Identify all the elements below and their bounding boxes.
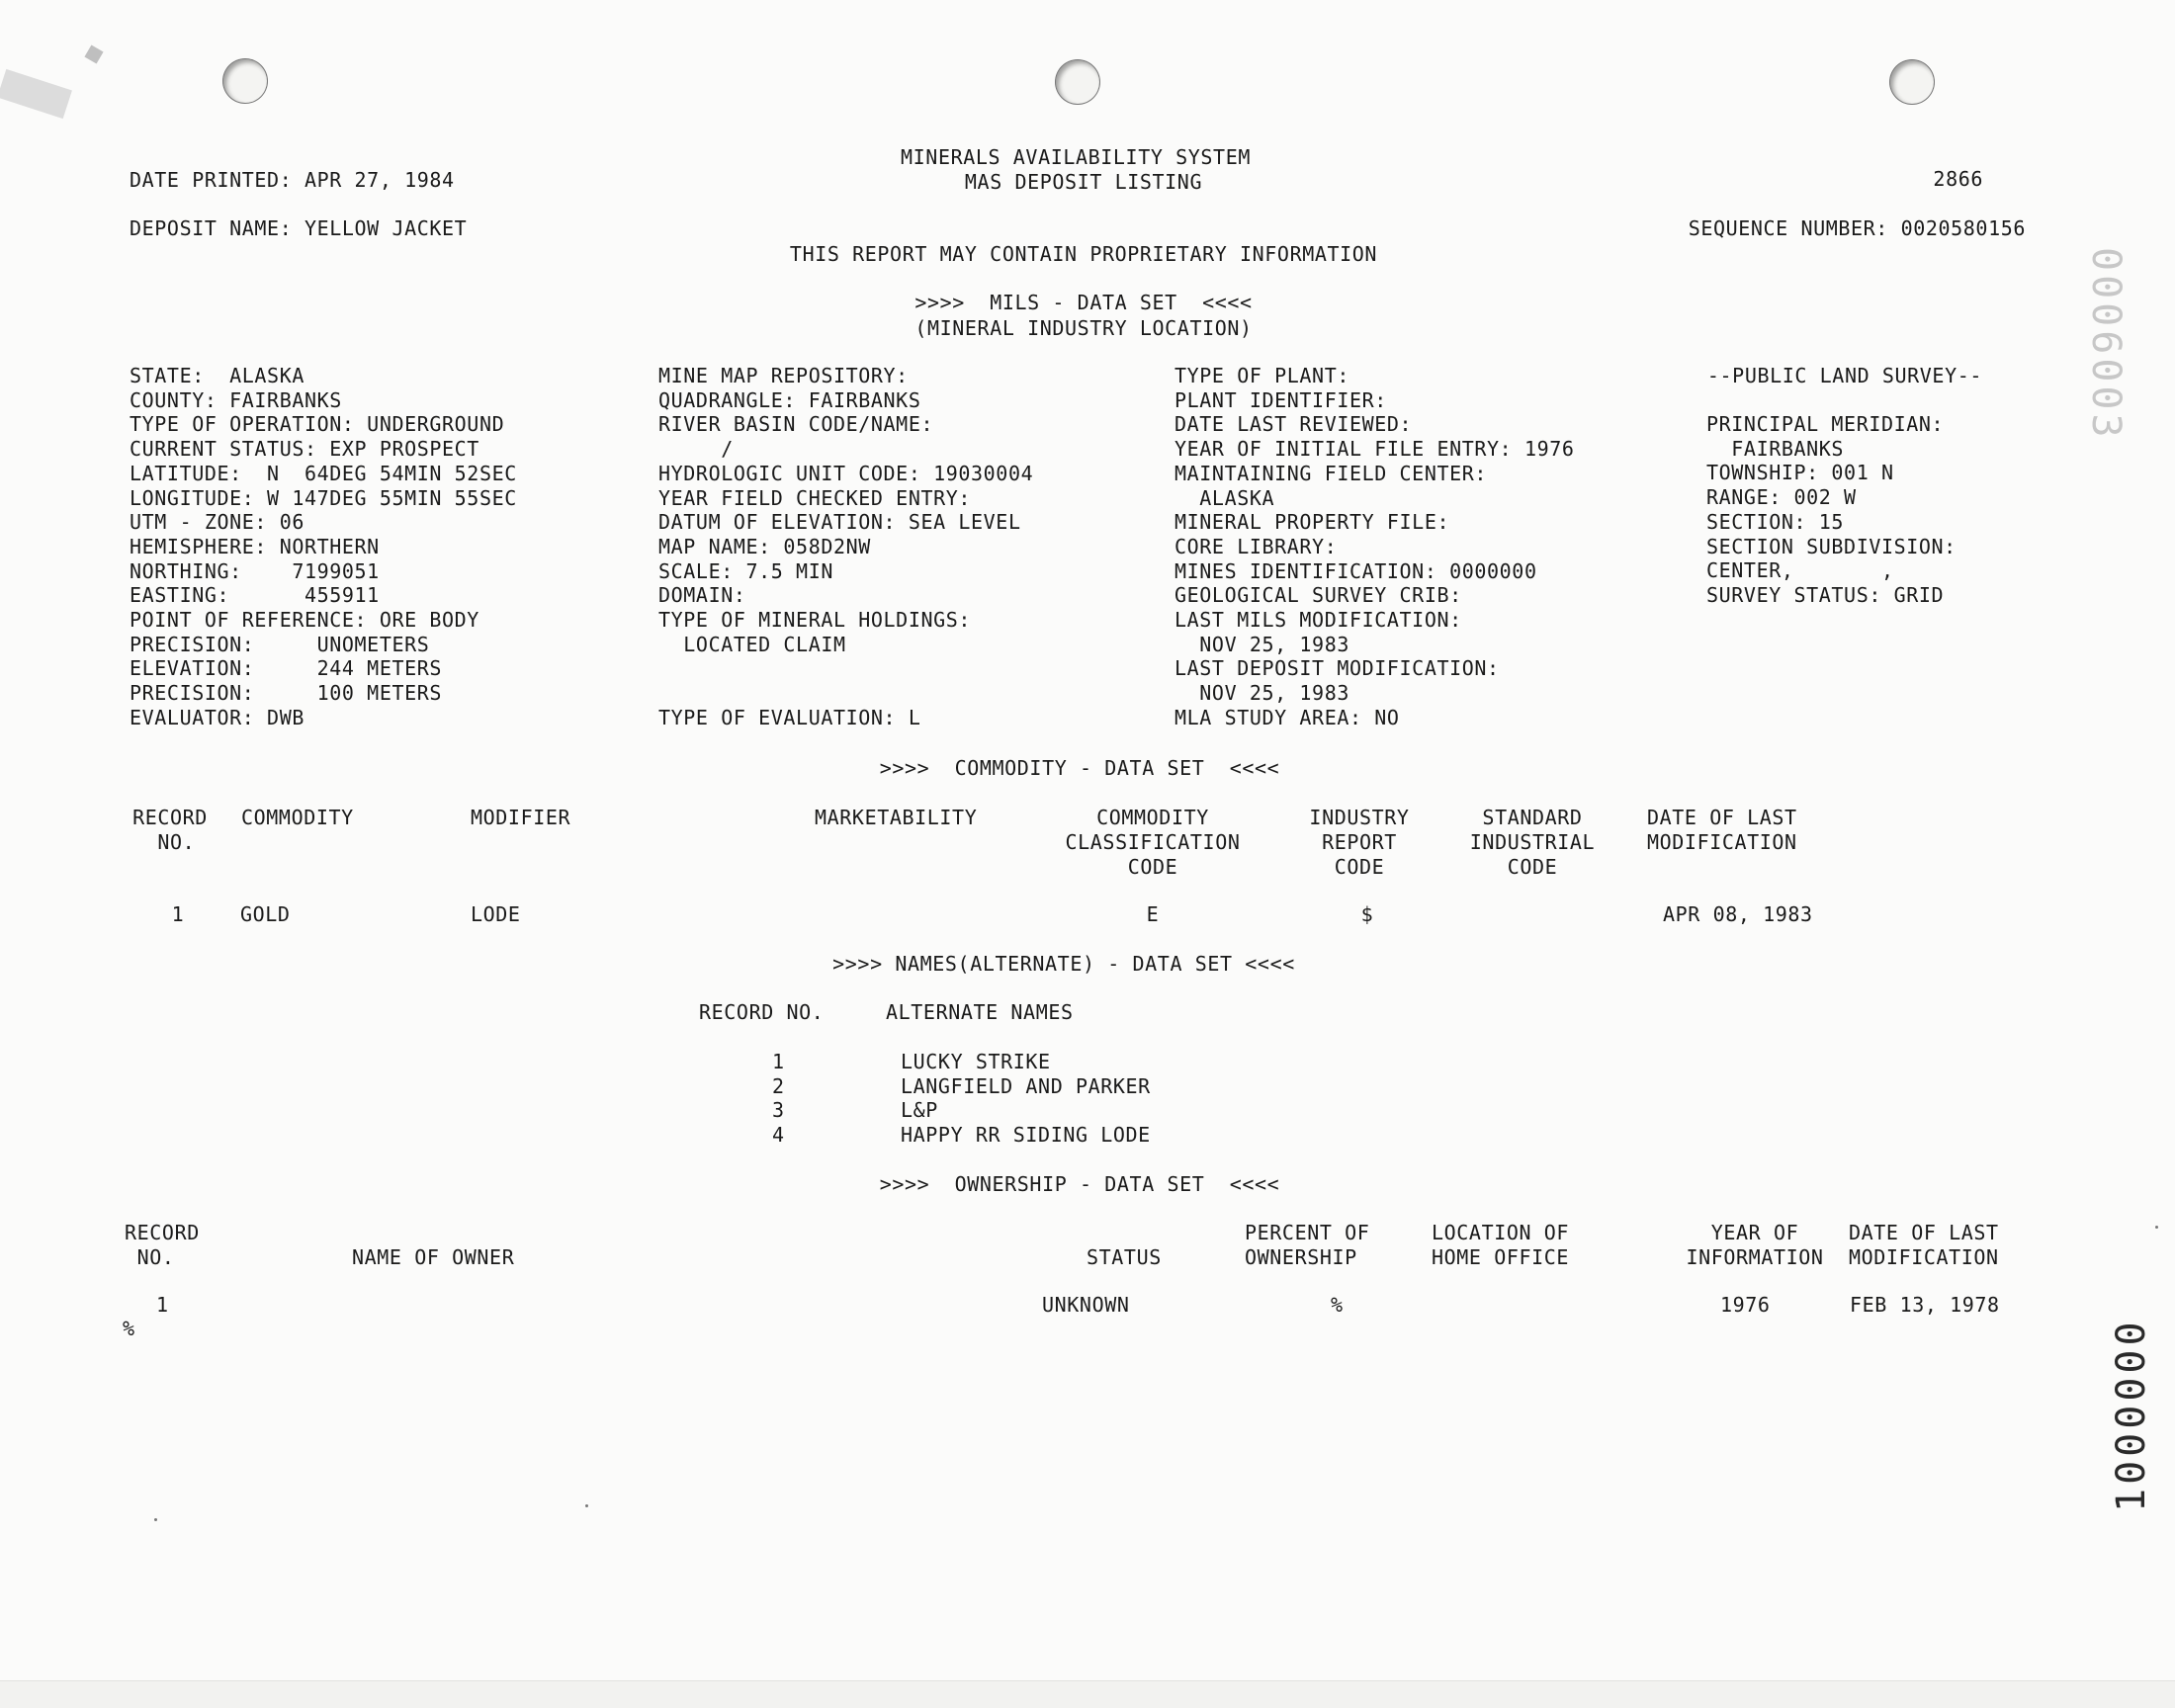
field-line: DOMAIN: — [658, 583, 746, 608]
field-line: MLA STUDY AREA: NO — [1174, 705, 1400, 729]
ownership-cell-date-last-modification: FEB 13, 1978 — [1850, 1293, 2000, 1317]
field-line: MAINTAINING FIELD CENTER: — [1174, 461, 1488, 485]
deposit-name: DEPOSIT NAME: YELLOW JACKET — [130, 216, 468, 240]
field-line: LONGITUDE: W 147DEG 55MIN 55SEC — [130, 485, 517, 510]
ownership-header-percent: PERCENT OF OWNERSHIP — [1245, 1221, 1370, 1269]
alternate-name-record-no: 2 — [772, 1073, 785, 1098]
field-line: SCALE: 7.5 MIN — [658, 558, 833, 583]
field-line: TYPE OF MINERAL HOLDINGS: — [658, 608, 972, 632]
field-line: SECTION: 15 — [1706, 509, 1845, 534]
ownership-cell-year: 1976 — [1720, 1293, 1771, 1317]
field-line: EVALUATOR: DWB — [130, 705, 304, 729]
commodity-header-classification: COMMODITY CLASSIFICATION CODE — [1065, 806, 1241, 879]
field-line: NOV 25, 1983 — [1174, 681, 1349, 706]
field-line: HYDROLOGIC UNIT CODE: 19030004 — [658, 461, 1034, 485]
stamp-number-bottom: 1000000 — [2109, 1318, 2154, 1512]
field-line: / — [658, 437, 734, 462]
field-line: QUADRANGLE: FAIRBANKS — [658, 387, 921, 412]
field-line: STATE: ALASKA — [130, 364, 304, 387]
commodity-header-marketability: MARKETABILITY — [815, 806, 978, 829]
ownership-header-location: LOCATION OF HOME OFFICE — [1432, 1221, 1570, 1269]
field-line: MINE MAP REPOSITORY: — [658, 364, 909, 387]
field-line: TYPE OF PLANT: — [1174, 364, 1349, 387]
speck — [585, 1504, 588, 1507]
commodity-cell-commodity: GOLD — [240, 902, 291, 926]
field-line: SURVEY STATUS: GRID — [1706, 582, 1945, 607]
field-line: NORTHING: 7199051 — [130, 558, 380, 583]
date-printed: DATE PRINTED: APR 27, 1984 — [130, 168, 455, 192]
alternate-name: L&P — [901, 1098, 938, 1123]
field-line: EASTING: 455911 — [130, 583, 380, 608]
field-line: HEMISPHERE: NORTHERN — [130, 534, 380, 558]
commodity-header-modifier: MODIFIER — [471, 806, 571, 829]
commodity-header-record-no: RECORD NO. — [132, 806, 208, 854]
public-land-survey-title: --PUBLIC LAND SURVEY-- — [1706, 364, 1982, 387]
field-line: PRECISION: UNOMETERS — [130, 632, 430, 656]
field-line: FAIRBANKS — [1706, 436, 1845, 461]
system-title: MINERALS AVAILABILITY SYSTEM — [901, 145, 1251, 169]
paper-tear-mark — [0, 69, 72, 119]
field-line: MINES IDENTIFICATION: 0000000 — [1174, 558, 1537, 583]
ownership-header-owner: NAME OF OWNER — [352, 1245, 515, 1269]
field-line: CORE LIBRARY: — [1174, 534, 1338, 558]
alternate-names-header-record-no: RECORD NO. — [699, 1000, 825, 1024]
commodity-cell-date-last-modification: APR 08, 1983 — [1663, 902, 1813, 926]
field-line: RANGE: 002 W — [1706, 485, 1857, 510]
alternate-name: LANGFIELD AND PARKER — [901, 1073, 1151, 1098]
commodity-header-sic: STANDARD INDUSTRIAL CODE — [1469, 806, 1596, 879]
alternate-name: HAPPY RR SIDING LODE — [901, 1123, 1151, 1148]
alternate-name-record-no: 1 — [772, 1050, 785, 1073]
field-line: MINERAL PROPERTY FILE: — [1174, 510, 1450, 535]
field-line: YEAR OF INITIAL FILE ENTRY: 1976 — [1174, 437, 1575, 462]
punch-hole-left — [223, 59, 267, 103]
ownership-title: >>>> OWNERSHIP - DATA SET <<<< — [879, 1172, 1280, 1196]
mils-title: >>>> MILS - DATA SET <<<< — [914, 291, 1253, 314]
commodity-cell-classification: E — [1146, 902, 1160, 926]
ownership-header-year: YEAR OF INFORMATION — [1686, 1221, 1824, 1269]
field-line: TYPE OF OPERATION: UNDERGROUND — [130, 412, 505, 437]
speck — [2155, 1226, 2158, 1229]
commodity-header-commodity: COMMODITY — [241, 806, 354, 829]
speck — [154, 1518, 157, 1521]
field-line: MAP NAME: 058D2NW — [658, 534, 871, 558]
ownership-cell-status: UNKNOWN — [1042, 1293, 1130, 1317]
field-line: PRECISION: 100 METERS — [130, 681, 443, 706]
field-line: GEOLOGICAL SURVEY CRIB: — [1174, 583, 1462, 608]
commodity-cell-record-no: 1 — [171, 902, 185, 926]
field-line: SECTION SUBDIVISION: — [1706, 534, 1957, 558]
field-line: PLANT IDENTIFIER: — [1174, 387, 1387, 412]
commodity-cell-modifier: LODE — [471, 902, 521, 926]
field-line: POINT OF REFERENCE: ORE BODY — [130, 608, 479, 632]
commodity-header-date-last-modification: DATE OF LAST MODIFICATION — [1647, 806, 1797, 854]
punch-hole-right — [1890, 60, 1934, 104]
alternate-names-title: >>>> NAMES(ALTERNATE) - DATA SET <<<< — [832, 952, 1295, 976]
field-line: CURRENT STATUS: EXP PROSPECT — [130, 437, 479, 462]
stamp-number-top: 0006003 — [2083, 247, 2129, 442]
alternate-name-record-no: 3 — [772, 1098, 785, 1123]
mils-subtitle: (MINERAL INDUSTRY LOCATION) — [914, 316, 1253, 340]
ownership-header-date-last-modification: DATE OF LAST MODIFICATION — [1849, 1221, 1999, 1269]
listing-title: MAS DEPOSIT LISTING — [964, 170, 1203, 194]
field-line: NOV 25, 1983 — [1174, 632, 1349, 656]
field-line: CENTER, , — [1706, 558, 1894, 583]
commodity-title: >>>> COMMODITY - DATA SET <<<< — [879, 756, 1280, 780]
field-line: RIVER BASIN CODE/NAME: — [658, 412, 934, 437]
field-line: ALASKA — [1174, 485, 1275, 510]
commodity-cell-industry-report: $ — [1360, 902, 1374, 926]
sequence-number: SEQUENCE NUMBER: 0020580156 — [1688, 216, 2026, 240]
field-line: LAST DEPOSIT MODIFICATION: — [1174, 656, 1500, 681]
field-line: TYPE OF EVALUATION: L — [658, 705, 921, 729]
field-line: DATUM OF ELEVATION: SEA LEVEL — [658, 510, 1021, 535]
field-line: UTM - ZONE: 06 — [130, 510, 304, 535]
ownership-header-record-no: RECORD NO. — [125, 1221, 200, 1269]
field-line: COUNTY: FAIRBANKS — [130, 387, 342, 412]
field-line: ELEVATION: 244 METERS — [130, 656, 443, 681]
paper-smudge — [84, 44, 103, 63]
alternate-name-record-no: 4 — [772, 1123, 785, 1148]
field-line: LATITUDE: N 64DEG 54MIN 52SEC — [130, 461, 517, 485]
ownership-footnote: % — [123, 1317, 135, 1340]
alternate-names-header-names: ALTERNATE NAMES — [886, 1000, 1074, 1024]
field-line: LAST MILS MODIFICATION: — [1174, 608, 1462, 632]
ownership-header-status: STATUS — [1087, 1245, 1162, 1269]
proprietary-notice: THIS REPORT MAY CONTAIN PROPRIETARY INFORMATION — [789, 242, 1378, 266]
punch-hole-center — [1056, 60, 1099, 104]
ownership-cell-record-no: 1 — [156, 1293, 169, 1317]
field-line: YEAR FIELD CHECKED ENTRY: — [658, 485, 972, 510]
page-number: 2866 — [1933, 167, 1983, 191]
field-line: TOWNSHIP: 001 N — [1706, 461, 1894, 485]
ownership-cell-percent: % — [1331, 1293, 1344, 1317]
alternate-name: LUCKY STRIKE — [901, 1050, 1051, 1073]
field-line: PRINCIPAL MERIDIAN: — [1706, 412, 1945, 436]
commodity-header-industry-report: INDUSTRY REPORT CODE — [1309, 806, 1410, 879]
field-line: LOCATED CLAIM — [658, 632, 846, 656]
field-line: DATE LAST REVIEWED: — [1174, 412, 1413, 437]
